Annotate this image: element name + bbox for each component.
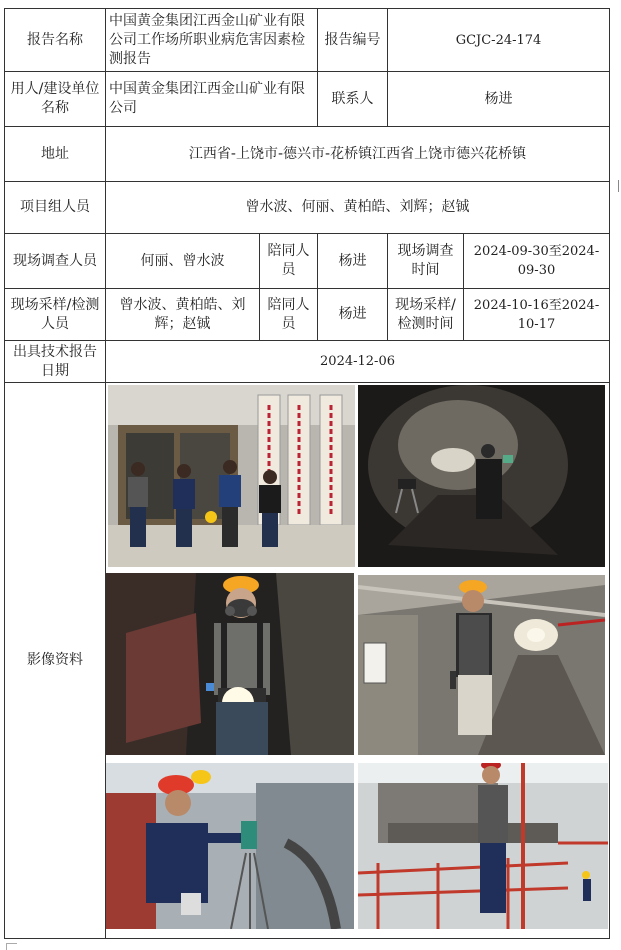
sampling-escort-value: 杨进 — [318, 289, 388, 341]
report-name-value: 中国黄金集团江西金山矿业有限公司工作场所职业病危害因素检测报告 — [106, 9, 318, 72]
address-value: 江西省-上饶市-德兴市-花桥镇江西省上饶市德兴花桥镇 — [106, 127, 610, 182]
plant-platform-sampling-photo — [358, 763, 608, 929]
team-value: 曾水波、何丽、黄柏皓、刘辉；赵铖 — [106, 182, 610, 234]
report-date-value: 2024-12-06 — [106, 341, 610, 383]
worker-in-tunnel-photo — [358, 575, 605, 755]
report-info-table — [4, 8, 610, 939]
contact-label: 联系人 — [318, 72, 388, 127]
report-date-label: 出具技术报告日期 — [5, 341, 106, 383]
survey-escort-value: 杨进 — [318, 234, 388, 289]
photo-grid — [106, 383, 610, 939]
survey-time-value: 2024-09-30至2024-09-30 — [464, 234, 610, 289]
report-info-sheet — [4, 8, 609, 941]
survey-staff-label: 现场调查人员 — [5, 234, 106, 289]
sampling-escort-label: 陪同人员 — [260, 289, 318, 341]
address-label: 地址 — [5, 127, 106, 182]
worker-with-respirator-photo — [106, 573, 354, 755]
report-number-value: GCJC-24-174 — [388, 9, 610, 72]
tunnel-sampling-equipment-photo — [358, 385, 605, 567]
survey-time-label: 现场调查时间 — [388, 234, 464, 289]
sampling-time-value: 2024-10-16至2024-10-17 — [464, 289, 610, 341]
team-photo-at-company-sign — [108, 385, 355, 567]
survey-escort-label: 陪同人员 — [260, 234, 318, 289]
employer-value: 中国黄金集团江西金山矿业有限公司 — [106, 72, 318, 127]
plant-sampling-operator-photo — [106, 763, 354, 929]
photos-label: 影像资料 — [5, 383, 106, 939]
sampling-time-label: 现场采样/检测时间 — [388, 289, 464, 341]
page-edge-mark — [618, 180, 619, 192]
contact-value: 杨进 — [388, 72, 610, 127]
sampling-staff-value: 曾水波、黄柏皓、刘辉；赵铖 — [106, 289, 260, 341]
report-number-label: 报告编号 — [318, 9, 388, 72]
survey-staff-value: 何丽、曾水波 — [106, 234, 260, 289]
sampling-staff-label: 现场采样/检测人员 — [5, 289, 106, 341]
report-name-label: 报告名称 — [5, 9, 106, 72]
employer-label: 用人/建设单位名称 — [5, 72, 106, 127]
page-corner-mark — [6, 943, 17, 950]
team-label: 项目组人员 — [5, 182, 106, 234]
